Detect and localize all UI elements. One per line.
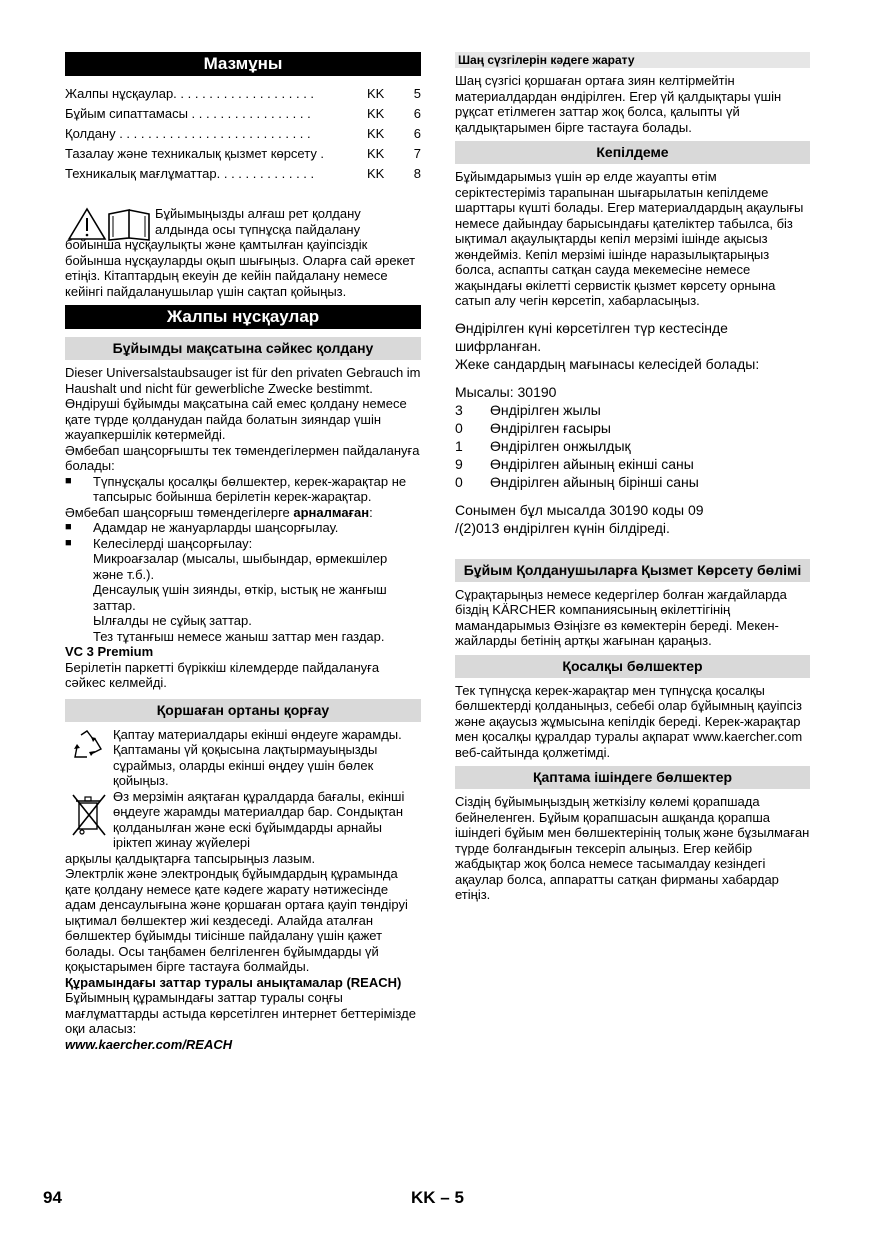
- toc-item[interactable]: Қолдану . . . . . . . . . . . . . . . . . . . . . . . . . . . KK 6: [65, 126, 421, 141]
- date-conclusion: Сонымен бұл мысалда 30190 коды 09 /(2)013 өндірілген күнін білдіреді.: [455, 501, 704, 536]
- list-item: ■ Келесілерді шаңсорғылау:: [65, 535, 253, 551]
- purpose-p3: Әмбебап шаңсорғышты тек төмендегілермен пайдалануға болады:: [65, 442, 420, 473]
- date-example: Мысалы: 30190: [455, 383, 557, 400]
- reach-title: Құрамындағы заттар туралы анықтамалар (REACH): [65, 974, 402, 990]
- toc-list: [65, 84, 421, 184]
- weee-cont: арқылы қалдықтарға тапсырыңыз лазым.: [65, 850, 316, 866]
- square-bullet-icon: ■: [65, 521, 72, 533]
- left-column: [65, 52, 421, 1052]
- date-row: 0 Өндірілген айының бірінші саны: [455, 473, 699, 490]
- warning-line1: Бұйымыңызды алғаш рет қолдану: [155, 206, 361, 221]
- sub-item: Денсаулық үшін зиянды, өткір, ыстық не жанғыш заттар.: [93, 582, 387, 613]
- date-intro2: Жеке сандардың мағынасы келесідей болады:: [455, 355, 760, 372]
- warranty-text: Бұйымдарымыз үшін әр елде жауапты өтім серіктестеріміз тарапынан шығарылатын кепілдеме шарттары күшті болады. Егер материалдардың ақаулығы немесе дайындау барысындағы қателіктер табылса, біз ықтимал ақаулықтарды кепіл мерзімі ішінде ақысыз жөндейміз. Кепіл мерзімі ішінде наразылықтарыңыз болса, аспапты сатқан сауда мекемесіне немесе жақындағы өкілетті сервистік қызмет көрсету орнына сатып алу чегін көрсетіп, хабарласыңыз.: [455, 169, 804, 308]
- square-bullet-icon: ■: [65, 474, 72, 487]
- warranty-title: Кепілдеме: [455, 141, 810, 164]
- warning-book-icon: [65, 206, 155, 242]
- square-bullet-icon: ■: [65, 536, 72, 549]
- sub-item: Тез тұтанғыш немесе жаныш заттар мен газдар.: [93, 628, 385, 644]
- warning-text: бойынша нұсқаулықты және қамтылған қауіпсіздік бойынша нұсқауларды оқып шығыңыз. Оларға сай әрекет етіңіз. Кітаптардың екеуін де кейін пайдалану немесе кейінгі пайдаланушылар үшін сақтап қойыңыз.: [65, 237, 416, 299]
- list-item: ■ Адамдар не жануарларды шаңсорғылау.: [65, 520, 339, 535]
- date-row: 9 Өндірілген айының екінші саны: [455, 455, 694, 472]
- env-title: Қоршаған ортаны қорғау: [65, 699, 421, 722]
- date-code-block: [455, 319, 810, 537]
- sub-item: Ылғалды не сұйық заттар.: [93, 613, 252, 628]
- model-name: VC 3 Premium: [65, 644, 154, 659]
- date-row: 0 Өндірілген ғасыры: [455, 419, 611, 436]
- toc-item[interactable]: Жалпы нұсқаулар. . . . . . . . . . . . . . . . . . . . KK 5: [65, 86, 421, 101]
- package-title: Қаптама ішіндеге бөлшектер: [455, 766, 810, 789]
- model-note: Берілетін паркетті бүріккіш кілемдерде пайдалануға сәйкес келмейді.: [65, 659, 380, 690]
- electro-text: Электрлік және электрондық бұйымдардың құрамында қате қолдану немесе қате кәдеге жарату нәтижесінде адам денсаулығына және қоршаған ортаға қауіп төндіруі ықтимал бөлшектер жиі кездеседі. Алайда аталған бөлшектер бұйымды тиісінше пайдалану үшін қажет болады. Осы таңбамен белгіленген бұйымдарды үй қоқыстарымен бірге тастауға болмайды.: [65, 866, 408, 974]
- page-number: 94: [43, 1188, 62, 1207]
- service-title: Бұйым Қолданушыларға Қызмет Көрсету бөлімі: [455, 559, 810, 582]
- filters-text: Шаң сүзгісі қоршаған ортаға зиян келтірмейтін материалдардан өндірілген. Егер үй қалдықтары үшін рұқсат етілмеген заттар жоқ болса, қалыпты үй қалдықтарымен бірге тастауға болады.: [455, 73, 782, 135]
- sub-item: Микроағзалар (мысалы, шыбындар, өрмекшілер және т.б.).: [93, 551, 388, 582]
- weee-block: Өз мерзімін аяқтаған құралдарда бағалы, екінші өңдеуге жарамды материалдар бар. Сондықтан қолданылған және ескі бұйымдарды арнайы іріктеп жинау жүйелері: [65, 789, 421, 851]
- spare-title: Қосалқы бөлшектер: [455, 655, 810, 678]
- date-row: 3 Өндірілген жылы: [455, 401, 601, 418]
- spare-text: Тек түпнұсқа керек-жарақтар мен түпнұсқа қосалқы бөлшектерді қолданыңыз, себебі олар бұйымның қауіпсіз және ақаусыз жұмысына кепілдік береді. Керек-жарақтар мен қосалқы құралдар туралы ақпарат www.kaercher.com веб-сайтында қолжетімді.: [455, 682, 803, 760]
- filters-title: Шаң сүзгілерін кәдеге жарату: [455, 52, 810, 68]
- toc-item[interactable]: Тазалау және техникалық қызмет көрсету . KK 7: [65, 146, 421, 161]
- purpose-p2: Өндіруші бұйымды мақсатына сай емес қолдану немесе қате түрде қолданудан пайда болатын зияндар үшін жауапкершілік көтермейді.: [65, 396, 407, 442]
- right-column: [455, 52, 810, 903]
- recycle-icon: [65, 727, 113, 767]
- date-intro1: Өндірілген күні көрсетілген түр кестесінде шифрланған.: [455, 319, 728, 354]
- date-row: 1 Өндірілген онжылдық: [455, 437, 631, 454]
- recycle-block: Қаптау материалдары екінші өндеуге жарамды. Қаптаманы үй қоқысына лақтырмауыңызды сұраймыз, оларды екінші өңдеу үшін бөлек қойыңыз.: [65, 727, 421, 789]
- service-text: Сұрақтарыңыз немесе кедергілер болған жағдайларда біздің KÄRCHER компаниясының өкілеттігінің мамандарымыз Өзіңізге өз көмектерін береді. Мекен-жайларды бетінің артқы жағынан қараңыз.: [455, 586, 787, 648]
- section-label: KK – 5: [411, 1188, 464, 1207]
- toc-title: Мазмұны: [65, 52, 421, 76]
- toc-item[interactable]: Бұйым сипаттамасы . . . . . . . . . . . . . . . . . KK 6: [65, 106, 421, 121]
- crossed-bin-icon: [65, 789, 113, 851]
- warning-block: [65, 206, 421, 299]
- package-text: Сіздің бұйымыңыздың жеткізілу көлемі қорапшада бейнеленген. Бұйым қорапшасын ашқанда қорапша ішіндегі бұйым мен бөлшектерінің толық және бұзылмаған түрде болғандығын тексеріп алыңыз. Егер кейбір жабдықтар жоқ болса немесе тасымалдау кезіндегі ақаулар болса, аппаратты сатқан фирманы хабардар етіңіз.: [455, 794, 810, 902]
- warning-line2: алдында осы түпнұсқа пайдалану: [155, 221, 361, 237]
- toc-item[interactable]: Техникалық мағлұматтар. . . . . . . . . . . . . . KK 8: [65, 166, 421, 181]
- purpose-p1: Dieser Universalstaubsauger ist für den privaten Gebrauch im Haushalt und nicht für gewerbliche Zwecke bestimmt.: [65, 365, 421, 396]
- general-title: Жалпы нұсқаулар: [65, 305, 421, 329]
- reach-text: Бұйымның құрамындағы заттар туралы соңғы мағлұматтарды астыда көрсетілген интернет беттерімізде оқи аласыз:: [65, 990, 416, 1036]
- reach-link[interactable]: www.kaercher.com/REACH: [65, 1036, 233, 1052]
- purpose-title: Бұйымды мақсатына сәйкес қолдану: [65, 337, 421, 360]
- list-item: ■ Түпнұсқалы қосалқы бөлшектер, керек-жарақтар не тапсырыс бойынша берілетін керек-жарақтар.: [65, 473, 407, 504]
- purpose-p4: Әмбебап шаңсорғыш төмендегілерге арналмаған:: [65, 504, 373, 520]
